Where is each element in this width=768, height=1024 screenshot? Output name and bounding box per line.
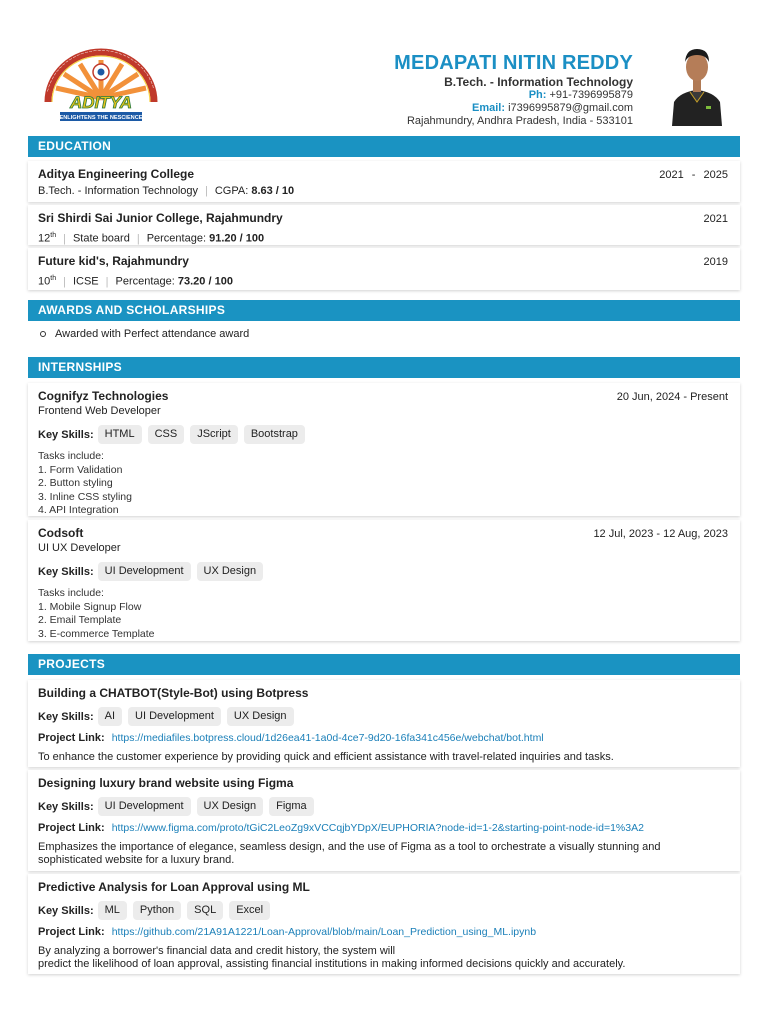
institution-name: Future kid's, Rajahmundry bbox=[38, 254, 189, 268]
skills-row bbox=[38, 901, 730, 920]
description-line: To enhance the customer experience by providing quick and efficient assistance with travel-related inquiries and tasks. bbox=[38, 751, 614, 763]
task-line: Tasks include: bbox=[38, 450, 104, 462]
project-link-row bbox=[38, 732, 730, 745]
skills-row bbox=[38, 707, 730, 726]
institution-name: Sri Shirdi Sai Junior College, Rajahmundry bbox=[38, 211, 283, 225]
education-details bbox=[38, 272, 730, 289]
skill-chip: Bootstrap bbox=[244, 425, 305, 444]
divider: | bbox=[205, 185, 208, 197]
score-value: 8.63 / 10 bbox=[251, 185, 295, 197]
project-description bbox=[38, 945, 730, 970]
education-details bbox=[38, 229, 730, 246]
skills-label: Key Skills: bbox=[38, 710, 94, 723]
score-label: Percentage: bbox=[115, 275, 175, 288]
skill-chip: UI Development bbox=[98, 797, 191, 816]
skill-chip: SQL bbox=[187, 901, 223, 920]
project-entry bbox=[28, 680, 740, 767]
skills-row bbox=[38, 425, 730, 444]
description-line: predict the likelihood of loan approval, assisting financial institutions in making informed decisions quickly and accurately. bbox=[38, 957, 626, 970]
education-entry bbox=[28, 161, 740, 202]
project-description bbox=[38, 751, 730, 764]
project-link[interactable]: https://www.figma.com/proto/tGiC2LeoZg9xVCCqjbYDpX/EUPHORIA?node-id=1-2&starting-point-node-id=1%3A2 bbox=[111, 822, 644, 834]
internship-dates: 20 Jun, 2024 - Present bbox=[616, 391, 728, 403]
section-internships: INTERNSHIPS bbox=[28, 357, 740, 378]
skill-chip: JScript bbox=[190, 425, 238, 444]
internship-entry bbox=[28, 383, 740, 516]
description-line: sophisticated website for a luxury brand. bbox=[38, 853, 235, 866]
education-entry bbox=[28, 205, 740, 245]
link-label: Project Link: bbox=[38, 822, 105, 834]
task-line: 2. Email Template bbox=[38, 614, 122, 626]
profile-photo bbox=[666, 40, 728, 126]
divider: | bbox=[63, 275, 66, 288]
internship-role: Frontend Web Developer bbox=[38, 405, 161, 417]
board: State board bbox=[72, 232, 130, 245]
svg-text:~~~~~~~~~~~~~~~~~~~~~~~~~~~~~~: ~~~~~~~~~~~~~~~~~~~~~~~~~~~~~~~~~ bbox=[45, 47, 157, 93]
project-link[interactable]: https://mediafiles.botpress.cloud/1d26ea41-1a0d-4ce7-9d20-16fa341c456e/webchat/bot.html bbox=[111, 732, 544, 744]
skill-chip: Figma bbox=[269, 797, 314, 816]
skill-chip: UX Design bbox=[197, 562, 264, 581]
task-line: 3. Inline CSS styling bbox=[38, 490, 132, 503]
task-line: 1. Form Validation bbox=[38, 463, 123, 476]
education-details bbox=[38, 184, 730, 198]
education-date: 2019 bbox=[703, 256, 728, 268]
project-title: Building a CHATBOT(Style-Bot) using Botpress bbox=[38, 686, 309, 700]
address-line: Rajahmundry, Andhra Pradesh, India - 533101 bbox=[406, 115, 633, 127]
divider: | bbox=[105, 275, 109, 288]
level-suffix: th bbox=[50, 232, 57, 239]
divider: | bbox=[63, 232, 66, 245]
education-dates bbox=[659, 169, 728, 181]
task-line: 3. E-commerce Template bbox=[38, 627, 155, 640]
program: B.Tech. - Information Technology bbox=[38, 185, 198, 197]
company-name: Codsoft bbox=[38, 526, 84, 540]
resume-header bbox=[28, 38, 740, 130]
task-list bbox=[38, 450, 730, 518]
section-awards: AWARDS AND SCHOLARSHIPS bbox=[28, 300, 740, 321]
skill-chip: HTML bbox=[98, 425, 142, 444]
score-label: CGPA: bbox=[214, 185, 249, 197]
list-item bbox=[40, 328, 249, 340]
skill-chip: AI bbox=[98, 707, 122, 726]
skills-label: Key Skills: bbox=[38, 800, 94, 813]
skills-label: Key Skills: bbox=[38, 904, 94, 917]
score-value: 73.20 / 100 bbox=[177, 275, 233, 288]
section-education: EDUCATION bbox=[28, 136, 740, 157]
skill-chip: UX Design bbox=[227, 707, 294, 726]
education-entry bbox=[28, 248, 740, 290]
email-address[interactable]: i7396995879@gmail.com bbox=[508, 102, 633, 114]
project-title: Designing luxury brand website using Figma bbox=[38, 776, 294, 790]
board: ICSE bbox=[72, 275, 99, 288]
link-label: Project Link: bbox=[38, 732, 105, 744]
skill-chip: UI Development bbox=[128, 707, 221, 726]
logo-tagline: ENLIGHTENS THE NESCIENCE bbox=[59, 115, 143, 121]
task-list bbox=[38, 587, 730, 641]
level: 10 bbox=[38, 275, 51, 288]
awards-list bbox=[40, 328, 249, 340]
project-entry bbox=[28, 874, 740, 974]
candidate-name: MEDAPATI NITIN REDDY bbox=[394, 52, 633, 74]
level-suffix: th bbox=[50, 275, 57, 282]
company-name: Cognifyz Technologies bbox=[38, 389, 169, 403]
project-link-row bbox=[38, 926, 730, 939]
award-text: Awarded with Perfect attendance award bbox=[55, 328, 250, 340]
skills-label: Key Skills: bbox=[38, 428, 94, 441]
description-line: Emphasizes the importance of elegance, seamless design, and the use of Figma as a tool to orchestrate a visually stunning and bbox=[38, 841, 661, 853]
task-line: Tasks include: bbox=[38, 587, 104, 599]
skill-chip: UX Design bbox=[197, 797, 264, 816]
date-separator: - bbox=[691, 169, 696, 181]
project-title: Predictive Analysis for Loan Approval using ML bbox=[38, 880, 310, 894]
project-description bbox=[38, 841, 730, 866]
phone-line bbox=[394, 89, 633, 102]
task-line: 2. Button styling bbox=[38, 477, 113, 489]
skill-chip: Excel bbox=[229, 901, 270, 920]
phone-label: Ph: bbox=[528, 89, 547, 101]
identity-block bbox=[394, 52, 633, 128]
phone-number[interactable]: +91-7396995879 bbox=[549, 89, 633, 101]
skill-chip: UI Development bbox=[98, 562, 191, 581]
bullet-icon bbox=[40, 331, 46, 337]
skills-row bbox=[38, 562, 730, 581]
institution-name: Aditya Engineering College bbox=[38, 167, 195, 181]
skills-label: Key Skills: bbox=[38, 565, 94, 578]
link-label: Project Link: bbox=[38, 926, 105, 938]
divider: | bbox=[136, 232, 140, 245]
candidate-degree: B.Tech. - Information Technology bbox=[444, 75, 633, 89]
internship-dates: 12 Jul, 2023 - 12 Aug, 2023 bbox=[593, 528, 728, 540]
date-start: 2021 bbox=[659, 169, 684, 181]
section-projects: PROJECTS bbox=[28, 654, 740, 675]
skills-row bbox=[38, 797, 730, 816]
email-label: Email: bbox=[472, 102, 506, 114]
skill-chip: CSS bbox=[148, 425, 185, 444]
task-line: 1. Mobile Signup Flow bbox=[38, 600, 142, 613]
description-line: By analyzing a borrower's financial data and credit history, the system will bbox=[38, 945, 396, 957]
date-end: 2025 bbox=[703, 169, 728, 181]
skill-chip: Python bbox=[133, 901, 181, 920]
level: 12 bbox=[38, 232, 51, 245]
college-logo bbox=[34, 42, 168, 124]
logo-wordmark: ADITYA bbox=[69, 93, 133, 112]
skill-chip: ML bbox=[98, 901, 127, 920]
internship-entry bbox=[28, 520, 740, 641]
task-line: 4. API Integration bbox=[38, 504, 119, 516]
internship-role: UI UX Developer bbox=[38, 542, 121, 554]
project-link-row bbox=[38, 822, 730, 835]
education-date: 2021 bbox=[703, 213, 728, 225]
project-entry bbox=[28, 770, 740, 871]
email-line bbox=[394, 102, 633, 115]
score-label: Percentage: bbox=[146, 232, 207, 245]
project-link[interactable]: https://github.com/21A91A1221/Loan-Approval/blob/main/Loan_Prediction_using_ML.ipynb bbox=[111, 926, 537, 938]
score-value: 91.20 / 100 bbox=[209, 232, 265, 245]
